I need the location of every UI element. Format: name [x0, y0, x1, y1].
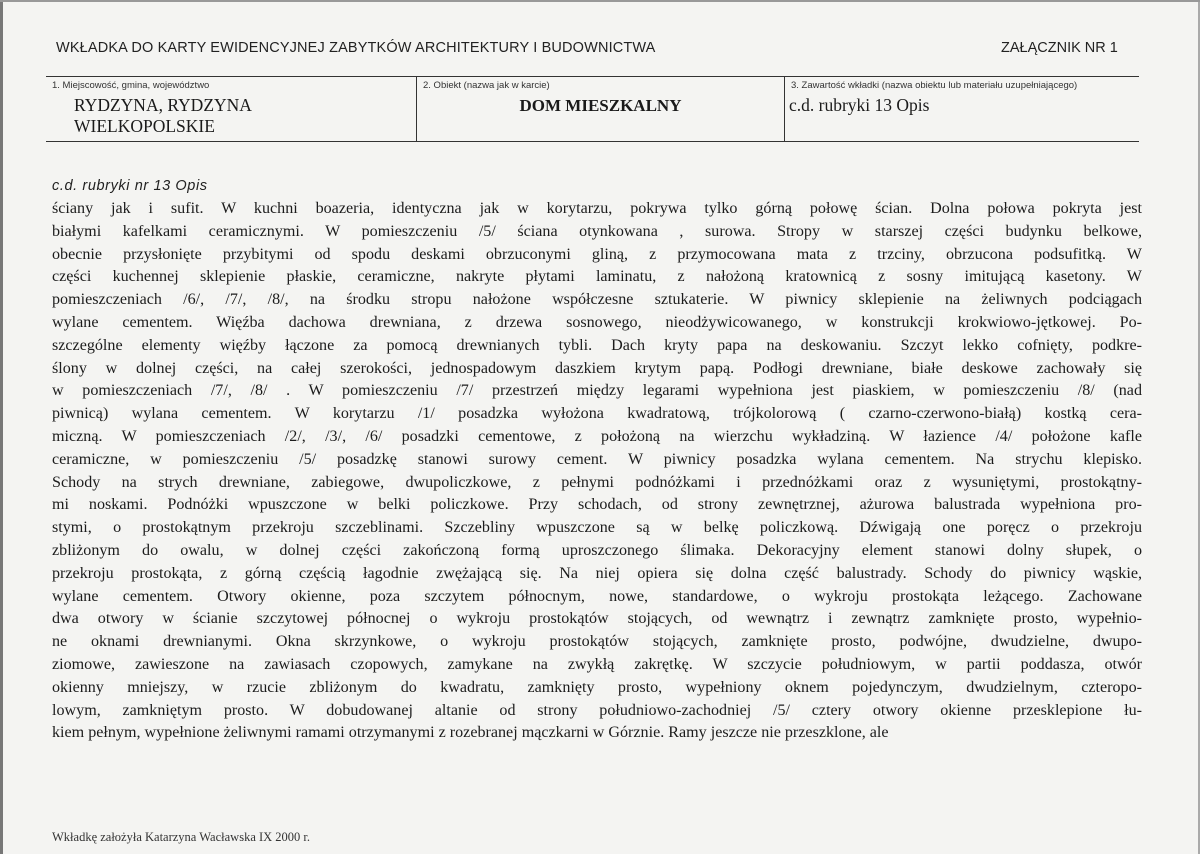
- text-line: w pomieszczeniach /7/, /8/ . W pomieszczeniu /7/ przestrzeń między legarami wypełniona jest piaskiem, w pomieszczeniu /8/ (nad: [52, 382, 1142, 400]
- text-line: piwnicą) wylana cementem. W korytarzu /1/ posadzka wyłożona kwadratową, trójkolorową ( czarno-czerwono-białą) kostką cera-: [52, 405, 1142, 423]
- location-value-line2: WIELKOPOLSKIE: [74, 116, 215, 136]
- description-text: [52, 198, 1142, 745]
- location-value: [74, 95, 252, 137]
- text-line: lowym, zamkniętym prosto. W dobudowanej altanie od strony południowo-zachodniej /5/ cztery otwory okienne przesklepione łu-: [52, 701, 1142, 719]
- text-line: miczną. W pomieszczeniach /2/, /3/, /6/ posadzki cementowe, z położoną na wierzchu wykładziną. W łazience /4/ położone kafle: [52, 427, 1142, 445]
- text-line: przekroju prostokąta, z górną częścią łagodnie zwężającą się. Na niej opiera się dolna część balustrady. Schody do piwnicy wąskie,: [52, 564, 1142, 582]
- location-label: 1. Miejscowość, gmina, województwo: [52, 80, 210, 91]
- text-line: wylane cementem. Więźba dachowa drewniana, z drzewa sosnowego, nieodżywicowanego, w konstrukcji krokwiowo-jętkowej. Po-: [52, 313, 1142, 331]
- text-line: ślony w dolnej części, na całej szerokości, jednospadowym daszkiem krytym papą. Podłogi drewniane, białe deskowe zachowały się: [52, 359, 1142, 377]
- text-line: mi noskami. Podnóżki wpuszczone w belki policzkowe. Przy schodach, od strony zewnętrznej, ażurowa balustrada wypełniona pro-: [52, 496, 1142, 514]
- content-cell: [785, 77, 1139, 141]
- scan-edge-top: [0, 0, 1200, 2]
- text-line: ściany jak i sufit. W kuchni boazeria, identyczna jak w korytarzu, pokrywa tylko górną połowę ścian. Dolna połowa pokryta jest: [52, 200, 1142, 217]
- text-line: ne oknami drewnianymi. Okna skrzynkowe, o wykroju prostokątów stojących, zamknięte prosto, podwójne, dwudzielne, dwupo-: [52, 633, 1142, 651]
- text-line: białymi kafelkami ceramicznymi. W pomieszczeniu /5/ ściana otynkowana , surowa. Stropy w starszej części budynku belkowe,: [52, 222, 1142, 240]
- text-line: stymi, o prostokątnym przekroju szczeblinami. Szczebliny wpuszczone są w belkę policzkową. Dźwigają one poręcz o przekroju: [52, 519, 1142, 537]
- text-line: ceramiczne, w pomieszczeniu /5/ posadzkę stanowi surowy cement. W piwnicy posadzka wylana cementem. Na strychu klepisko.: [52, 450, 1142, 468]
- footer-note: Wkładkę założyła Katarzyna Wacławska IX 2000 r.: [52, 830, 311, 844]
- content-label: 3. Zawartość wkładki (nazwa obiektu lub materiału uzupełniającego): [791, 80, 1078, 91]
- object-value: DOM MIESZKALNY: [519, 96, 682, 115]
- object-label: 2. Obiekt (nazwa jak w karcie): [423, 80, 550, 91]
- form-fields-table: [46, 76, 1139, 142]
- text-line: dwa otwory w ścianie szczytowej północnej o wykroju prostokątów stojących, od wewnątrz i zewnątrz zamknięte prosto, wypełnio-: [52, 610, 1142, 628]
- location-value-line1: RYDZYNA, RYDZYNA: [74, 95, 252, 115]
- text-line: części kuchennej sklepienie płaskie, ceramiczne, nakryte płytami laminatu, z nałożoną kratownicą z sosny imitującą kasetony. W: [52, 268, 1142, 286]
- text-line: obecnie przysłonięte przybitymi od spodu deskami obrzuconymi gliną, z przymocowana mata z trzciny, obrzucona podsufitką. W: [52, 245, 1142, 263]
- scan-edge-left: [0, 0, 3, 854]
- attachment-number: ZAŁĄCZNIK NR 1: [1001, 40, 1118, 56]
- text-line: ziomowe, zawieszone na zawiasach czopowych, zamykane na zwykłą zakrętkę. W szczycie południowym, w partii poddasza, otwór: [52, 655, 1142, 673]
- text-line: okienny mniejszy, w rzucie zbliżonym do kwadratu, zamknięty prosto, wypełniony oknem pojedynczym, dwudzielnym, czteropo-: [52, 678, 1142, 696]
- text-line: szczególne elementy więźby łączone za pomocą drewnianych tybli. Dach kryty papa na deskowaniu. Szczyt lekko cofnięty, podkre-: [52, 336, 1142, 354]
- text-line: kiem pełnym, wypełnione żeliwnymi ramami otrzymanymi z rozebranej mączkarni w Górznie. Ramy jeszcze nie przeszklone, ale: [52, 724, 889, 742]
- form-title: WKŁADKA DO KARTY EWIDENCYJNEJ ZABYTKÓW ARCHITEKTURY I BUDOWNICTWA: [56, 40, 656, 56]
- text-line: wylane cementem. Otwory okienne, poza szczytem północnym, nowe, standardowe, o wykroju prostokąta leżącego. Zachowane: [52, 587, 1142, 605]
- content-value: c.d. rubryki 13 Opis: [789, 95, 930, 115]
- text-line: zbliżonym do owalu, w dolnej części zakończoną formą uproszczonego ślimaka. Dekoracyjny element stanowi dolny słupek, o: [52, 541, 1142, 559]
- object-cell: [416, 77, 785, 141]
- text-line: pomieszczeniach /6/, /7/, /8/, na środku stropu nałożone współczesne sztukaterie. W piwnicy sklepienie na żeliwnych podciągach: [52, 291, 1142, 309]
- text-line: Schody na strych drewniane, zabiegowe, dwupoliczkowe, z pełnymi podnóżkami i przednóżkami oraz z wysuniętymi, prostokątny-: [52, 473, 1142, 491]
- location-cell: [46, 77, 416, 141]
- section-heading: c.d. rubryki nr 13 Opis: [52, 178, 208, 194]
